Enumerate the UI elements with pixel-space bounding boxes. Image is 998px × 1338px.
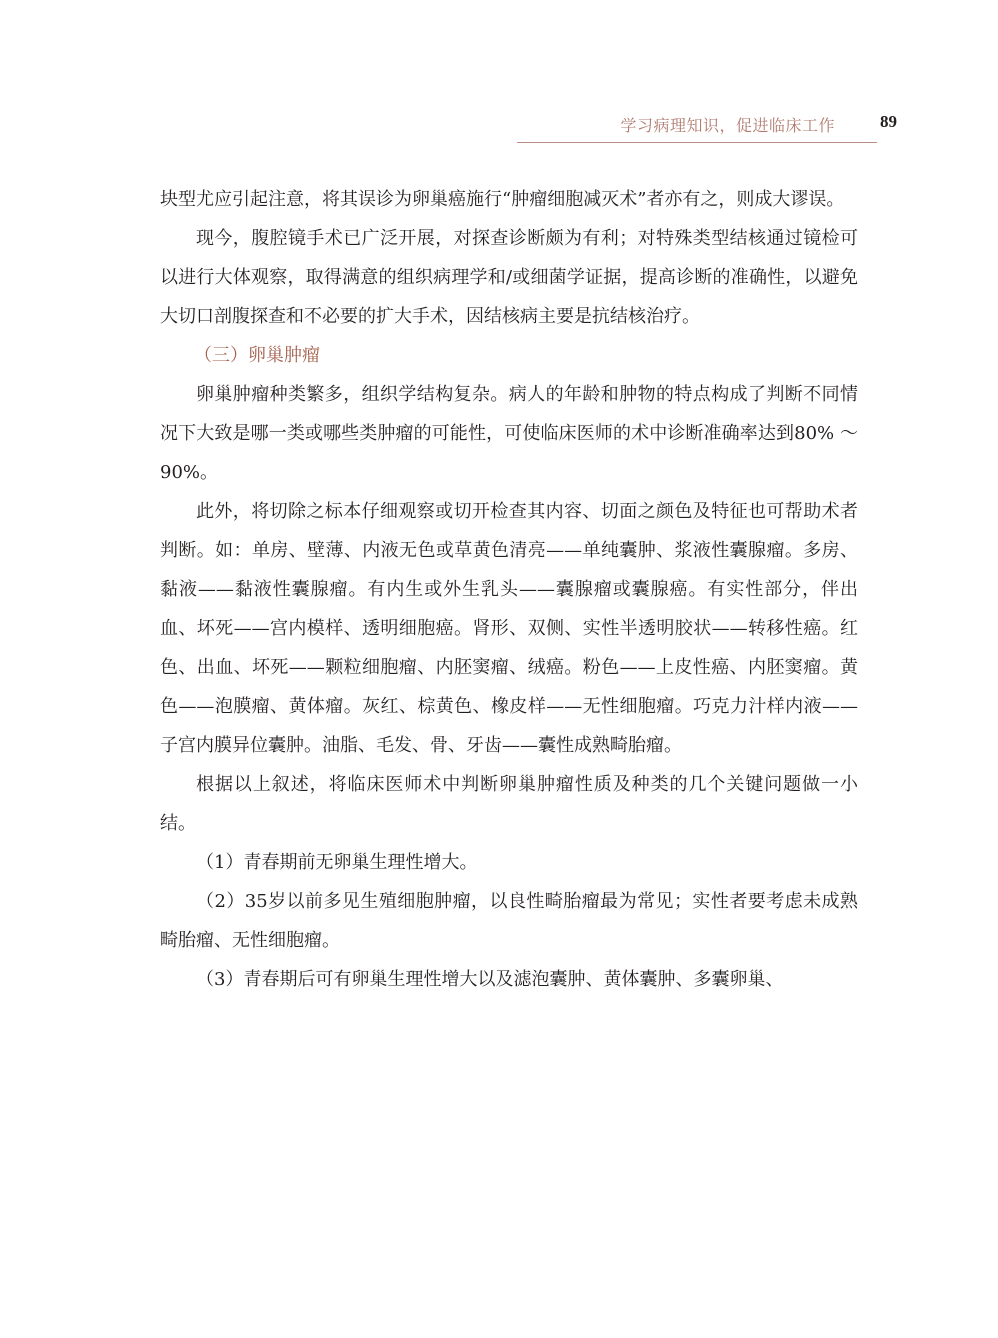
paragraph: 根据以上叙述，将临床医师术中判断卵巢肿瘤性质及种类的几个关键问题做一小结。 xyxy=(160,774,858,834)
list-item: （2）35岁以前多见生殖细胞肿瘤，以良性畸胎瘤最为常见；实性者要考虑未成熟畸胎瘤、无性细胞瘤。 xyxy=(160,891,858,951)
paragraph: 卵巢肿瘤种类繁多，组织学结构复杂。病人的年龄和肿物的特点构成了判断不同情况下大致是哪一类或哪些类肿瘤的可能性，可使临床医师的术中诊断准确率达到80% ～ 90%。 xyxy=(160,384,858,483)
list-item: （3）青春期后可有卵巢生理性增大以及滤泡囊肿、黄体囊肿、多囊卵巢、 xyxy=(196,969,784,990)
paragraph: 此外，将切除之标本仔细观察或切开检查其内容、切面之颜色及特征也可帮助术者判断。如：单房、壁薄、内液无色或草黄色清亮——单纯囊肿、浆液性囊腺瘤。多房、黏液——黏液性囊腺瘤。有内生或外生乳头——囊腺瘤或囊腺癌。有实性部分，伴出血、坏死——宫内模样、透明细胞癌。肾形、双侧、实性半透明胶状——转移性癌。红色、出血、坏死——颗粒细胞瘤、内胚窦瘤、绒癌。粉色——上皮性癌、内胚窦瘤。黄色——泡膜瘤、黄体瘤。灰红、棕黄色、橡皮样——无性细胞瘤。巧克力汁样内液——子宫内膜异位囊肿。油脂、毛发、骨、牙齿——囊性成熟畸胎瘤。 xyxy=(160,501,858,756)
page-header xyxy=(517,112,897,143)
body-text xyxy=(160,180,858,999)
paragraph: 现今，腹腔镜手术已广泛开展，对探查诊断颇为有利；对特殊类型结核通过镜检可以进行大体观察，取得满意的组织病理学和/或细菌学证据，提高诊断的准确性，以避免大切口剖腹探查和不必要的扩大手术，因结核病主要是抗结核治疗。 xyxy=(160,228,858,327)
page-number: 89 xyxy=(880,112,897,131)
running-title: 学习病理知识，促进临床工作 xyxy=(620,116,835,135)
paragraph: 块型尤应引起注意，将其误诊为卵巢癌施行“肿瘤细胞减灭术”者亦有之，则成大谬误。 xyxy=(160,189,845,210)
list-item: （1）青春期前无卵巢生理性增大。 xyxy=(196,852,478,873)
section-heading: （三）卵巢肿瘤 xyxy=(194,345,320,366)
